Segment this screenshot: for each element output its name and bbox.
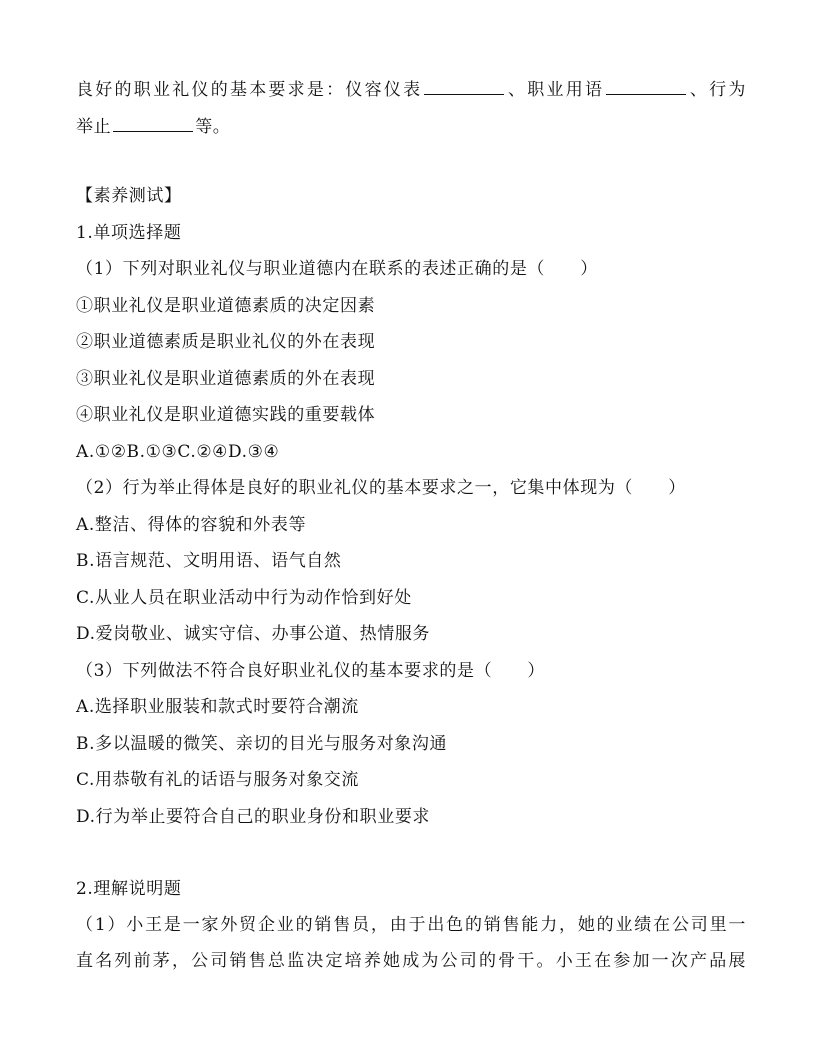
question-2-option-a: A.整洁、得体的容貌和外表等 [76,515,307,535]
blank-language [606,78,686,95]
intro-text-sep1: 、职业用语 [506,80,605,100]
comprehension-heading: 2.理解说明题 [76,879,182,899]
question-3-option-c: C.用恭敬有礼的话语与服务对象交流 [76,770,360,790]
question-2-stem: （2）行为举止得体是良好的职业礼仪的基本要求之一，它集中体现为（ ） [76,478,686,498]
intro-line-1 [76,78,746,101]
comprehension-line-1: （1）小王是一家外贸企业的销售员，由于出色的销售能力，她的业绩在公司里一 [76,915,746,935]
question-1-options: A.①②B.①③C.②④D.③④ [76,442,280,462]
blank-appearance [424,78,504,95]
intro-text-sep2: 、行为 [688,80,746,100]
intro-text-1: 良好的职业礼仪的基本要求是：仪容仪表 [76,80,423,100]
question-3-stem: （3）下列做法不符合良好职业礼仪的基本要求的是（ ） [76,661,546,681]
question-3-option-d: D.行为举止要符合自己的职业身份和职业要求 [76,807,431,827]
intro-text-end: 等。 [195,117,231,137]
comprehension-line-2: 直名列前茅，公司销售总监决定培养她成为公司的骨干。小王在参加一次产品展 [76,951,746,971]
question-3-option-b: B.多以温暖的微笑、亲切的目光与服务对象沟通 [76,734,448,754]
question-2-option-b: B.语言规范、文明用语、语气自然 [76,551,342,571]
question-1-item-1: ①职业礼仪是职业道德素质的决定因素 [76,296,376,316]
question-1-item-2: ②职业道德素质是职业礼仪的外在表现 [76,332,376,352]
question-1-stem: （1）下列对职业礼仪与职业道德内在联系的表述正确的是（ ） [76,259,598,279]
section-title: 【素养测试】 [76,186,182,206]
question-1-item-3: ③职业礼仪是职业道德素质的外在表现 [76,369,376,389]
blank-behavior [113,115,193,132]
single-choice-heading: 1.单项选择题 [76,223,182,243]
intro-text-2: 举止 [76,117,112,137]
intro-line-2 [76,115,746,138]
question-3-option-a: A.选择职业服装和款式时要符合潮流 [76,697,359,717]
question-2-option-c: C.从业人员在职业活动中行为动作恰到好处 [76,588,412,608]
question-1-item-4: ④职业礼仪是职业道德实践的重要载体 [76,405,376,425]
question-2-option-d: D.爱岗敬业、诚实守信、办事公道、热情服务 [76,624,431,644]
